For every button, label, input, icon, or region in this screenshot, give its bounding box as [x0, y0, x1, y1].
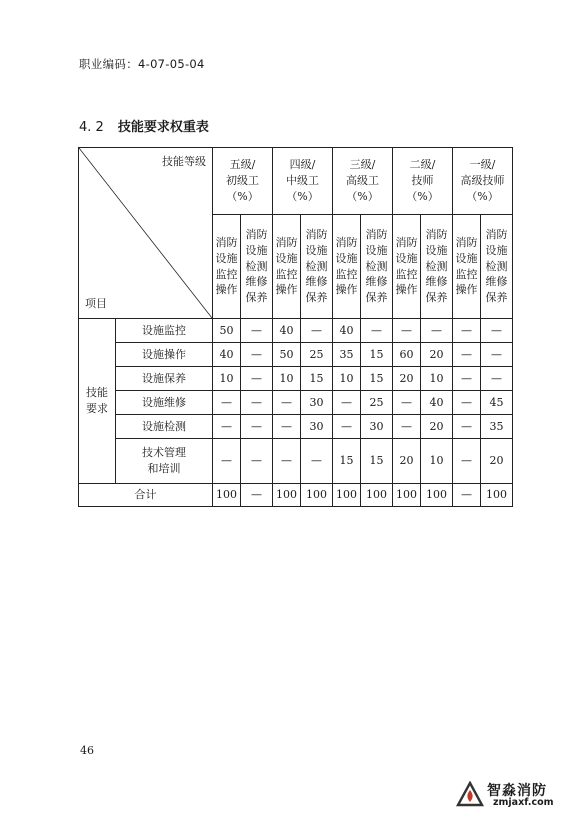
subcol-monitoring: 消防 设施 监控 操作: [453, 215, 481, 319]
logo-url: zmjaxf.com: [493, 797, 554, 808]
level-header-5: 五级/ 初级工 （%）: [213, 148, 273, 215]
logo-icon: [455, 781, 485, 807]
table-cell: —: [273, 391, 301, 415]
corner-header: [79, 148, 213, 319]
table-cell: —: [453, 319, 481, 343]
table-cell: 20: [421, 343, 453, 367]
subcol-monitoring: 消防 设施 监控 操作: [213, 215, 241, 319]
page-number: 46: [80, 744, 94, 757]
subcol-maintenance: 消防 设施 检测 维修 保养: [481, 215, 513, 319]
table-cell: —: [241, 439, 273, 484]
table-cell: 50: [273, 343, 301, 367]
table-row: [79, 367, 513, 391]
table-row: [79, 439, 513, 484]
table-cell: —: [421, 319, 453, 343]
total-cell: —: [453, 484, 481, 507]
table-cell: 50: [213, 319, 241, 343]
table-cell: —: [453, 439, 481, 484]
table-cell: —: [241, 391, 273, 415]
total-cell: 100: [301, 484, 333, 507]
section-heading: [79, 116, 209, 135]
table-row: [79, 343, 513, 367]
table-cell: 40: [213, 343, 241, 367]
table-cell: —: [333, 391, 361, 415]
table-cell: 40: [273, 319, 301, 343]
subcol-maintenance: 消防 设施 检测 维修 保养: [361, 215, 393, 319]
table-cell: —: [241, 343, 273, 367]
total-cell: —: [241, 484, 273, 507]
table-cell: 15: [333, 439, 361, 484]
table-cell: —: [393, 415, 421, 439]
site-logo: [455, 779, 575, 809]
table-cell: 30: [361, 415, 393, 439]
table-cell: 20: [421, 415, 453, 439]
total-cell: 100: [393, 484, 421, 507]
total-cell: 100: [213, 484, 241, 507]
table-cell: 25: [301, 343, 333, 367]
table-cell: —: [213, 415, 241, 439]
table-cell: —: [213, 391, 241, 415]
diagonal-line: [79, 148, 212, 318]
level-header-1: 一级/ 高级技师 （%）: [453, 148, 513, 215]
level-header-4: 四级/ 中级工 （%）: [273, 148, 333, 215]
table-row: [79, 391, 513, 415]
row-label: 设施检测: [116, 415, 213, 439]
table-cell: —: [333, 415, 361, 439]
table-row: [79, 415, 513, 439]
table-cell: 45: [481, 391, 513, 415]
table-cell: 25: [361, 391, 393, 415]
logo-name: 智淼消防: [487, 783, 547, 799]
skill-weight-table-wrapper: [78, 147, 508, 507]
occupation-code: 职业编码：4-07-05-04: [79, 57, 205, 71]
table-cell: 30: [301, 391, 333, 415]
table-cell: 40: [333, 319, 361, 343]
table-cell: —: [361, 319, 393, 343]
corner-bottom-label: 项目: [85, 297, 107, 311]
total-cell: 100: [273, 484, 301, 507]
table-cell: 35: [481, 415, 513, 439]
row-label: 技术管理 和培训: [116, 439, 213, 484]
table-cell: 15: [301, 367, 333, 391]
table-cell: —: [393, 391, 421, 415]
skill-weight-table: [78, 147, 513, 507]
table-cell: 20: [393, 367, 421, 391]
table-cell: 15: [361, 367, 393, 391]
level-header-2: 二级/ 技师 （%）: [393, 148, 453, 215]
total-row: [79, 484, 513, 507]
row-label: 设施维修: [116, 391, 213, 415]
table-cell: —: [453, 343, 481, 367]
section-title: 技能要求权重表: [117, 120, 209, 135]
table-cell: 10: [273, 367, 301, 391]
table-row: [79, 319, 513, 343]
table-cell: 10: [421, 439, 453, 484]
table-cell: 10: [213, 367, 241, 391]
table-cell: 15: [361, 439, 393, 484]
table-cell: 10: [421, 367, 453, 391]
level-header-3: 三级/ 高级工 （%）: [333, 148, 393, 215]
table-cell: —: [301, 439, 333, 484]
table-cell: —: [273, 439, 301, 484]
total-cell: 100: [333, 484, 361, 507]
group-label: 技能 要求: [79, 319, 116, 484]
table-cell: —: [481, 319, 513, 343]
table-cell: 20: [393, 439, 421, 484]
table-cell: —: [481, 343, 513, 367]
corner-top-label: 技能等级: [162, 155, 206, 168]
table-cell: 10: [333, 367, 361, 391]
table-cell: —: [393, 319, 421, 343]
subcol-monitoring: 消防 设施 监控 操作: [393, 215, 421, 319]
table-cell: —: [241, 415, 273, 439]
subcol-maintenance: 消防 设施 检测 维修 保养: [241, 215, 273, 319]
row-label: 设施监控: [116, 319, 213, 343]
table-cell: —: [213, 439, 241, 484]
table-cell: 40: [421, 391, 453, 415]
table-cell: —: [241, 367, 273, 391]
subcol-maintenance: 消防 设施 检测 维修 保养: [301, 215, 333, 319]
table-cell: 35: [333, 343, 361, 367]
table-cell: —: [301, 319, 333, 343]
table-cell: —: [273, 415, 301, 439]
table-cell: —: [453, 367, 481, 391]
table-cell: 30: [301, 415, 333, 439]
table-cell: —: [453, 391, 481, 415]
subcol-monitoring: 消防 设施 监控 操作: [273, 215, 301, 319]
table-cell: 20: [481, 439, 513, 484]
row-label: 设施保养: [116, 367, 213, 391]
section-number: 4. 2: [79, 120, 104, 135]
table-cell: 15: [361, 343, 393, 367]
table-cell: 60: [393, 343, 421, 367]
row-label: 设施操作: [116, 343, 213, 367]
subcol-monitoring: 消防 设施 监控 操作: [333, 215, 361, 319]
total-label: 合计: [79, 484, 213, 507]
total-cell: 100: [481, 484, 513, 507]
subcol-maintenance: 消防 设施 检测 维修 保养: [421, 215, 453, 319]
total-cell: 100: [361, 484, 393, 507]
total-cell: 100: [421, 484, 453, 507]
table-cell: —: [481, 367, 513, 391]
table-cell: —: [453, 415, 481, 439]
table-cell: —: [241, 319, 273, 343]
